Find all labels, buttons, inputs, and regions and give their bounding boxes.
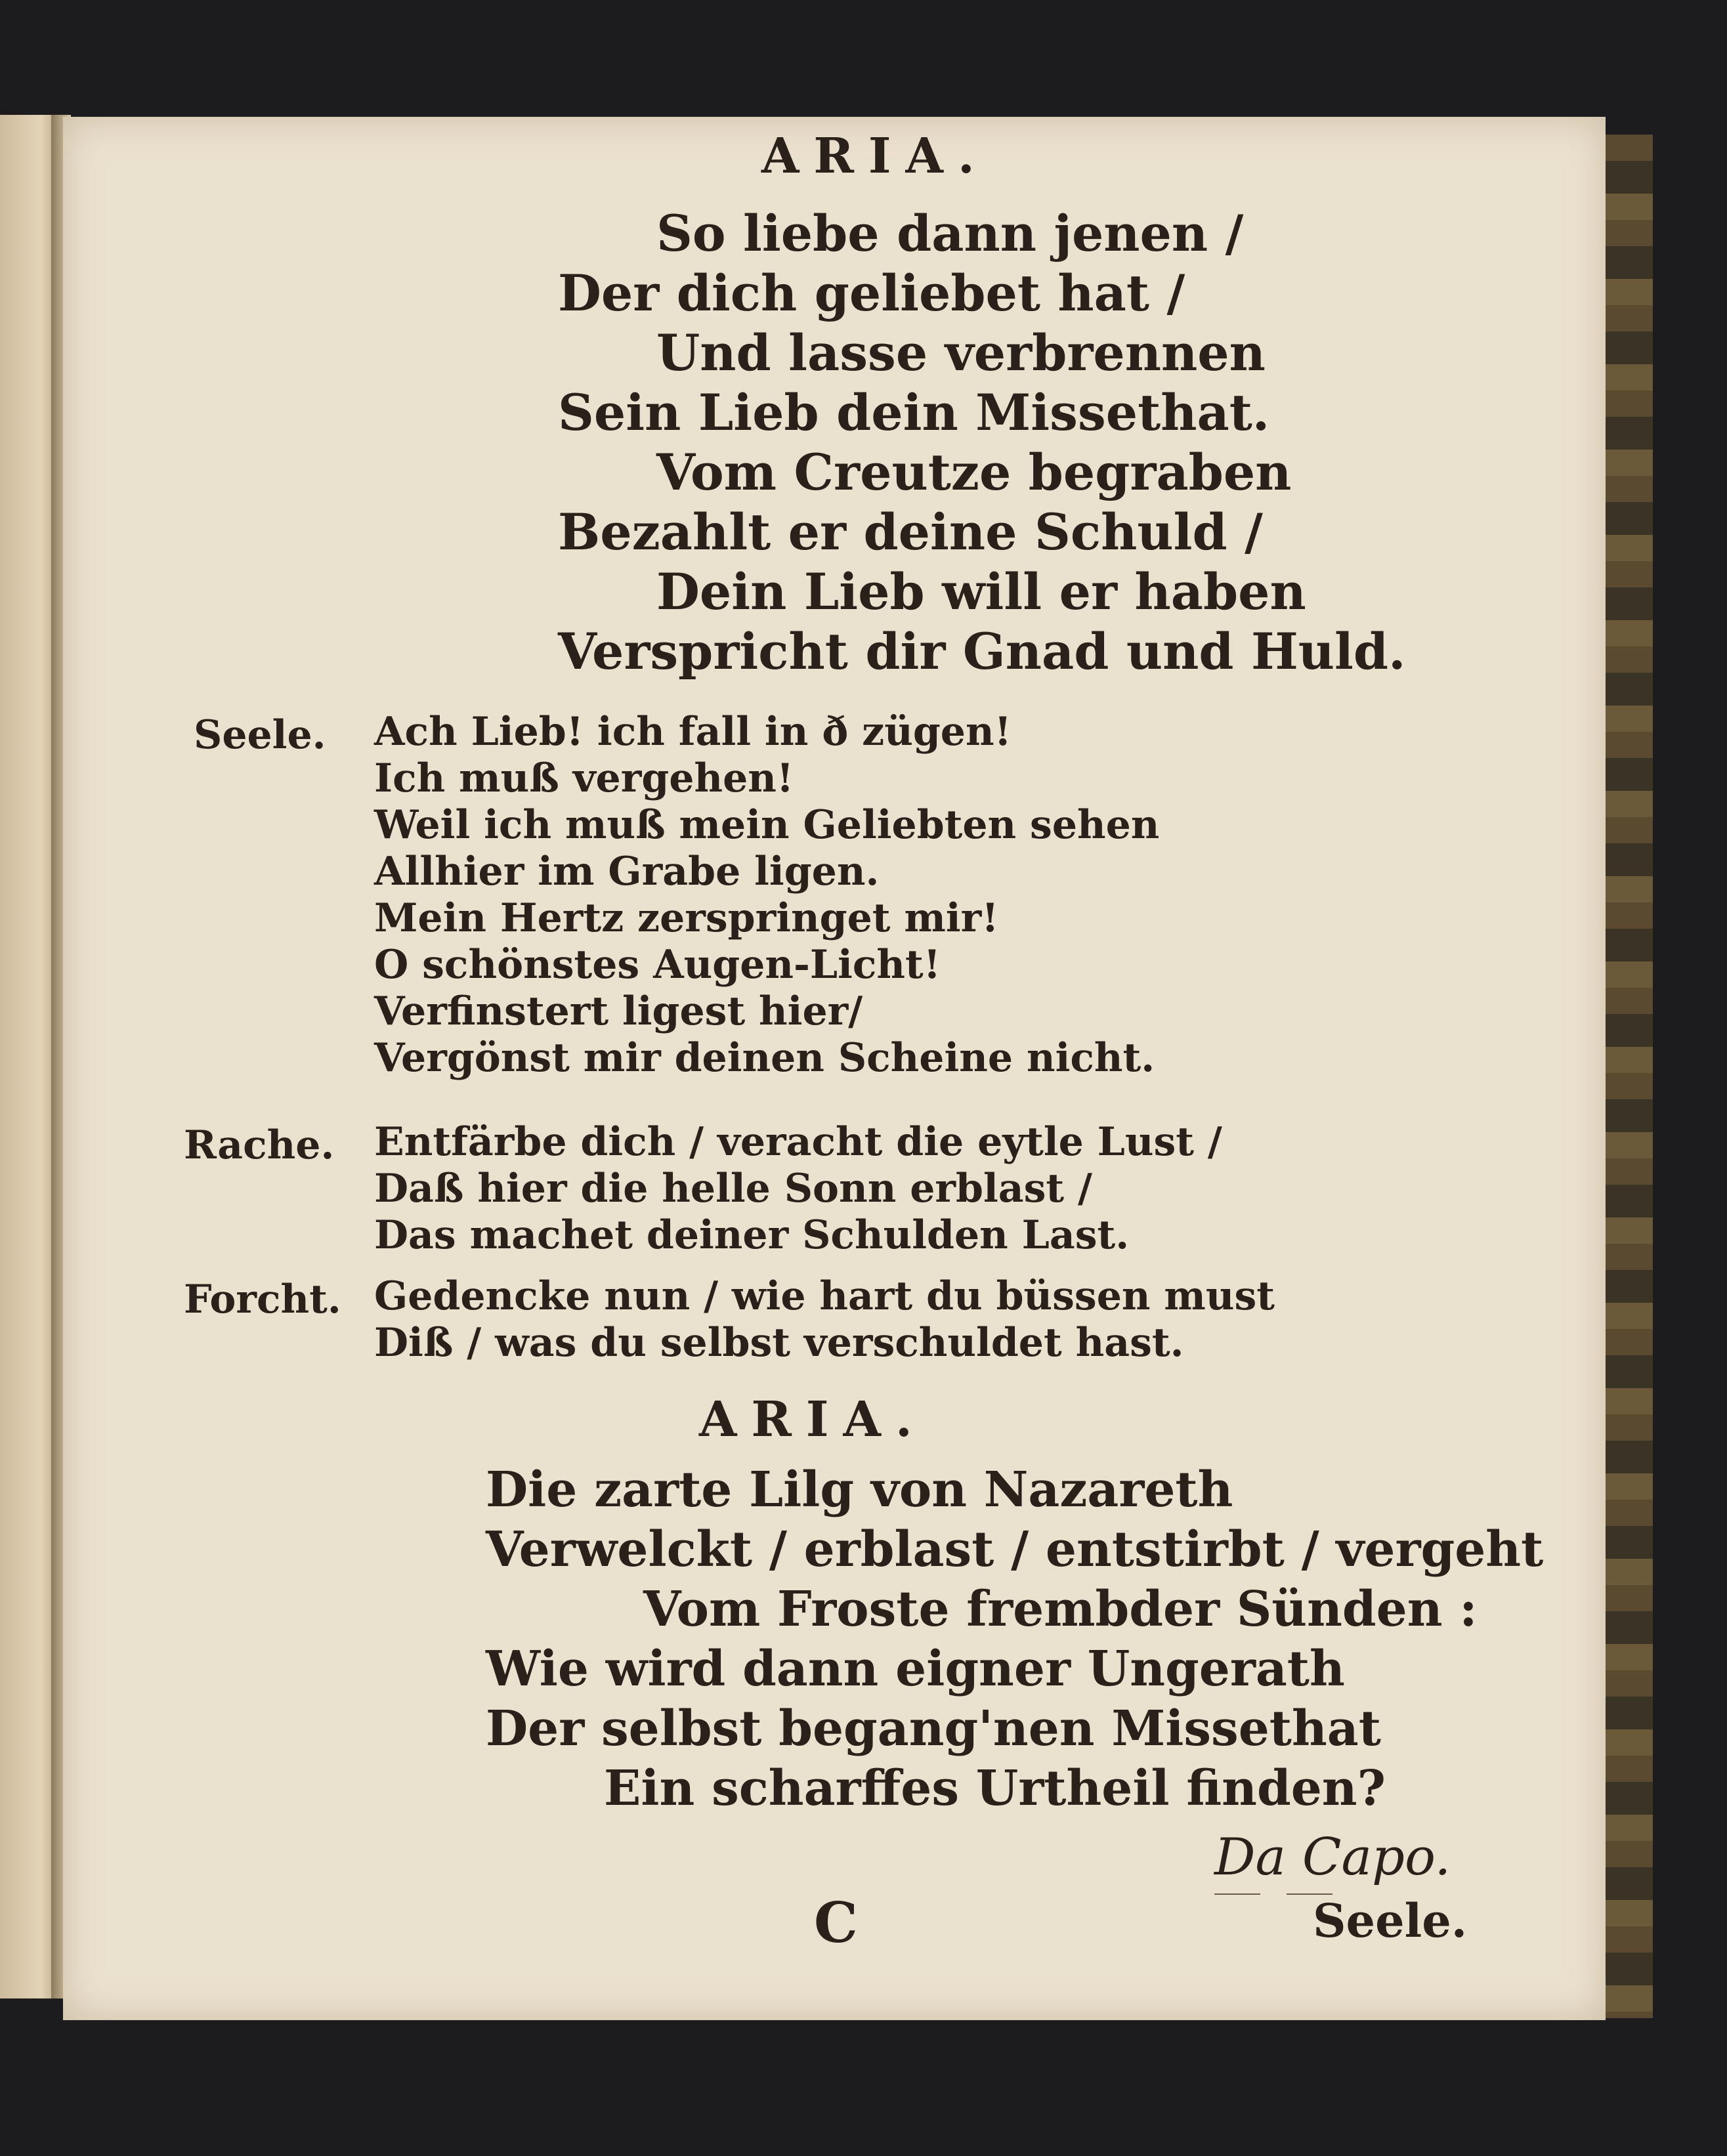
recitative-line: Mein Hertz zerspringet mir!: [374, 895, 999, 941]
recitative-line: O schönstes Augen-Licht!: [374, 942, 941, 988]
recitative-line: Gedencke nun / wie hart du büssen must: [374, 1273, 1275, 1319]
speaker-forcht: Forcht.: [184, 1277, 341, 1322]
seele-lines: [374, 709, 1159, 1082]
verse-line: Ein scharffes Urtheil finden?: [604, 1760, 1386, 1817]
forcht-lines: [374, 1273, 1275, 1366]
verse-line: Der dich geliebet hat /: [558, 264, 1185, 322]
signature-mark: C: [814, 1890, 858, 1955]
verse-line: Verwelckt / erblast / entstirbt / vergeht: [486, 1521, 1544, 1578]
recitative-line: Allhier im Grabe ligen.: [374, 849, 880, 895]
aria-1-verse: [558, 203, 1405, 681]
recitative-line: Ach Lieb! ich fall in ð zügen!: [374, 709, 1012, 755]
rule: [1214, 1893, 1260, 1895]
speaker-rache: Rache.: [184, 1122, 335, 1168]
recitative-line: Das machet deiner Schulden Last.: [374, 1212, 1130, 1258]
verse-line: Die zarte Lilg von Nazareth: [486, 1462, 1233, 1518]
recitative-line: Ich muß vergehen!: [374, 755, 794, 801]
aria-1-heading: ARIA.: [761, 128, 989, 184]
recitative-line: Weil ich muß mein Geliebten sehen: [374, 802, 1160, 848]
rache-lines: [374, 1119, 1222, 1259]
speaker-seele: Seele.: [194, 712, 326, 758]
recitative-line: Vergönst mir deinen Scheine nicht.: [374, 1035, 1155, 1081]
verse-line: Sein Lieb dein Missethat.: [558, 383, 1270, 442]
verse-line: Der selbst begang'nen Missethat: [486, 1701, 1381, 1757]
left-page-edge: [0, 115, 59, 1998]
verse-line: Vom Froste frembder Sünden :: [643, 1581, 1478, 1638]
verse-line: Und lasse verbrennen: [656, 324, 1266, 382]
da-capo: Da Capo.: [1214, 1828, 1451, 1887]
verse-line: Bezahlt er deine Schuld /: [558, 503, 1263, 561]
aria-2-verse: [486, 1460, 1543, 1819]
verse-line: Wie wird dann eigner Ungerath: [486, 1641, 1345, 1697]
recitative-line: Verfinstert ligest hier/: [374, 988, 863, 1034]
recitative-line: Entfärbe dich / veracht die eytle Lust /: [374, 1119, 1222, 1165]
verse-line: Verspricht dir Gnad und Huld.: [558, 622, 1406, 681]
verse-line: Vom Creutze begraben: [656, 443, 1292, 501]
verse-line: Dein Lieb will er haben: [656, 562, 1306, 621]
verse-line: So liebe dann jenen /: [656, 204, 1244, 263]
catchword: Seele.: [1313, 1893, 1468, 1948]
marbled-cover-edge: [1606, 135, 1653, 2018]
aria-2-heading: ARIA.: [699, 1391, 927, 1448]
recitative-line: Daß hier die helle Sonn erblast /: [374, 1166, 1092, 1212]
recitative-line: Diß / was du selbst verschuldet hast.: [374, 1320, 1184, 1366]
